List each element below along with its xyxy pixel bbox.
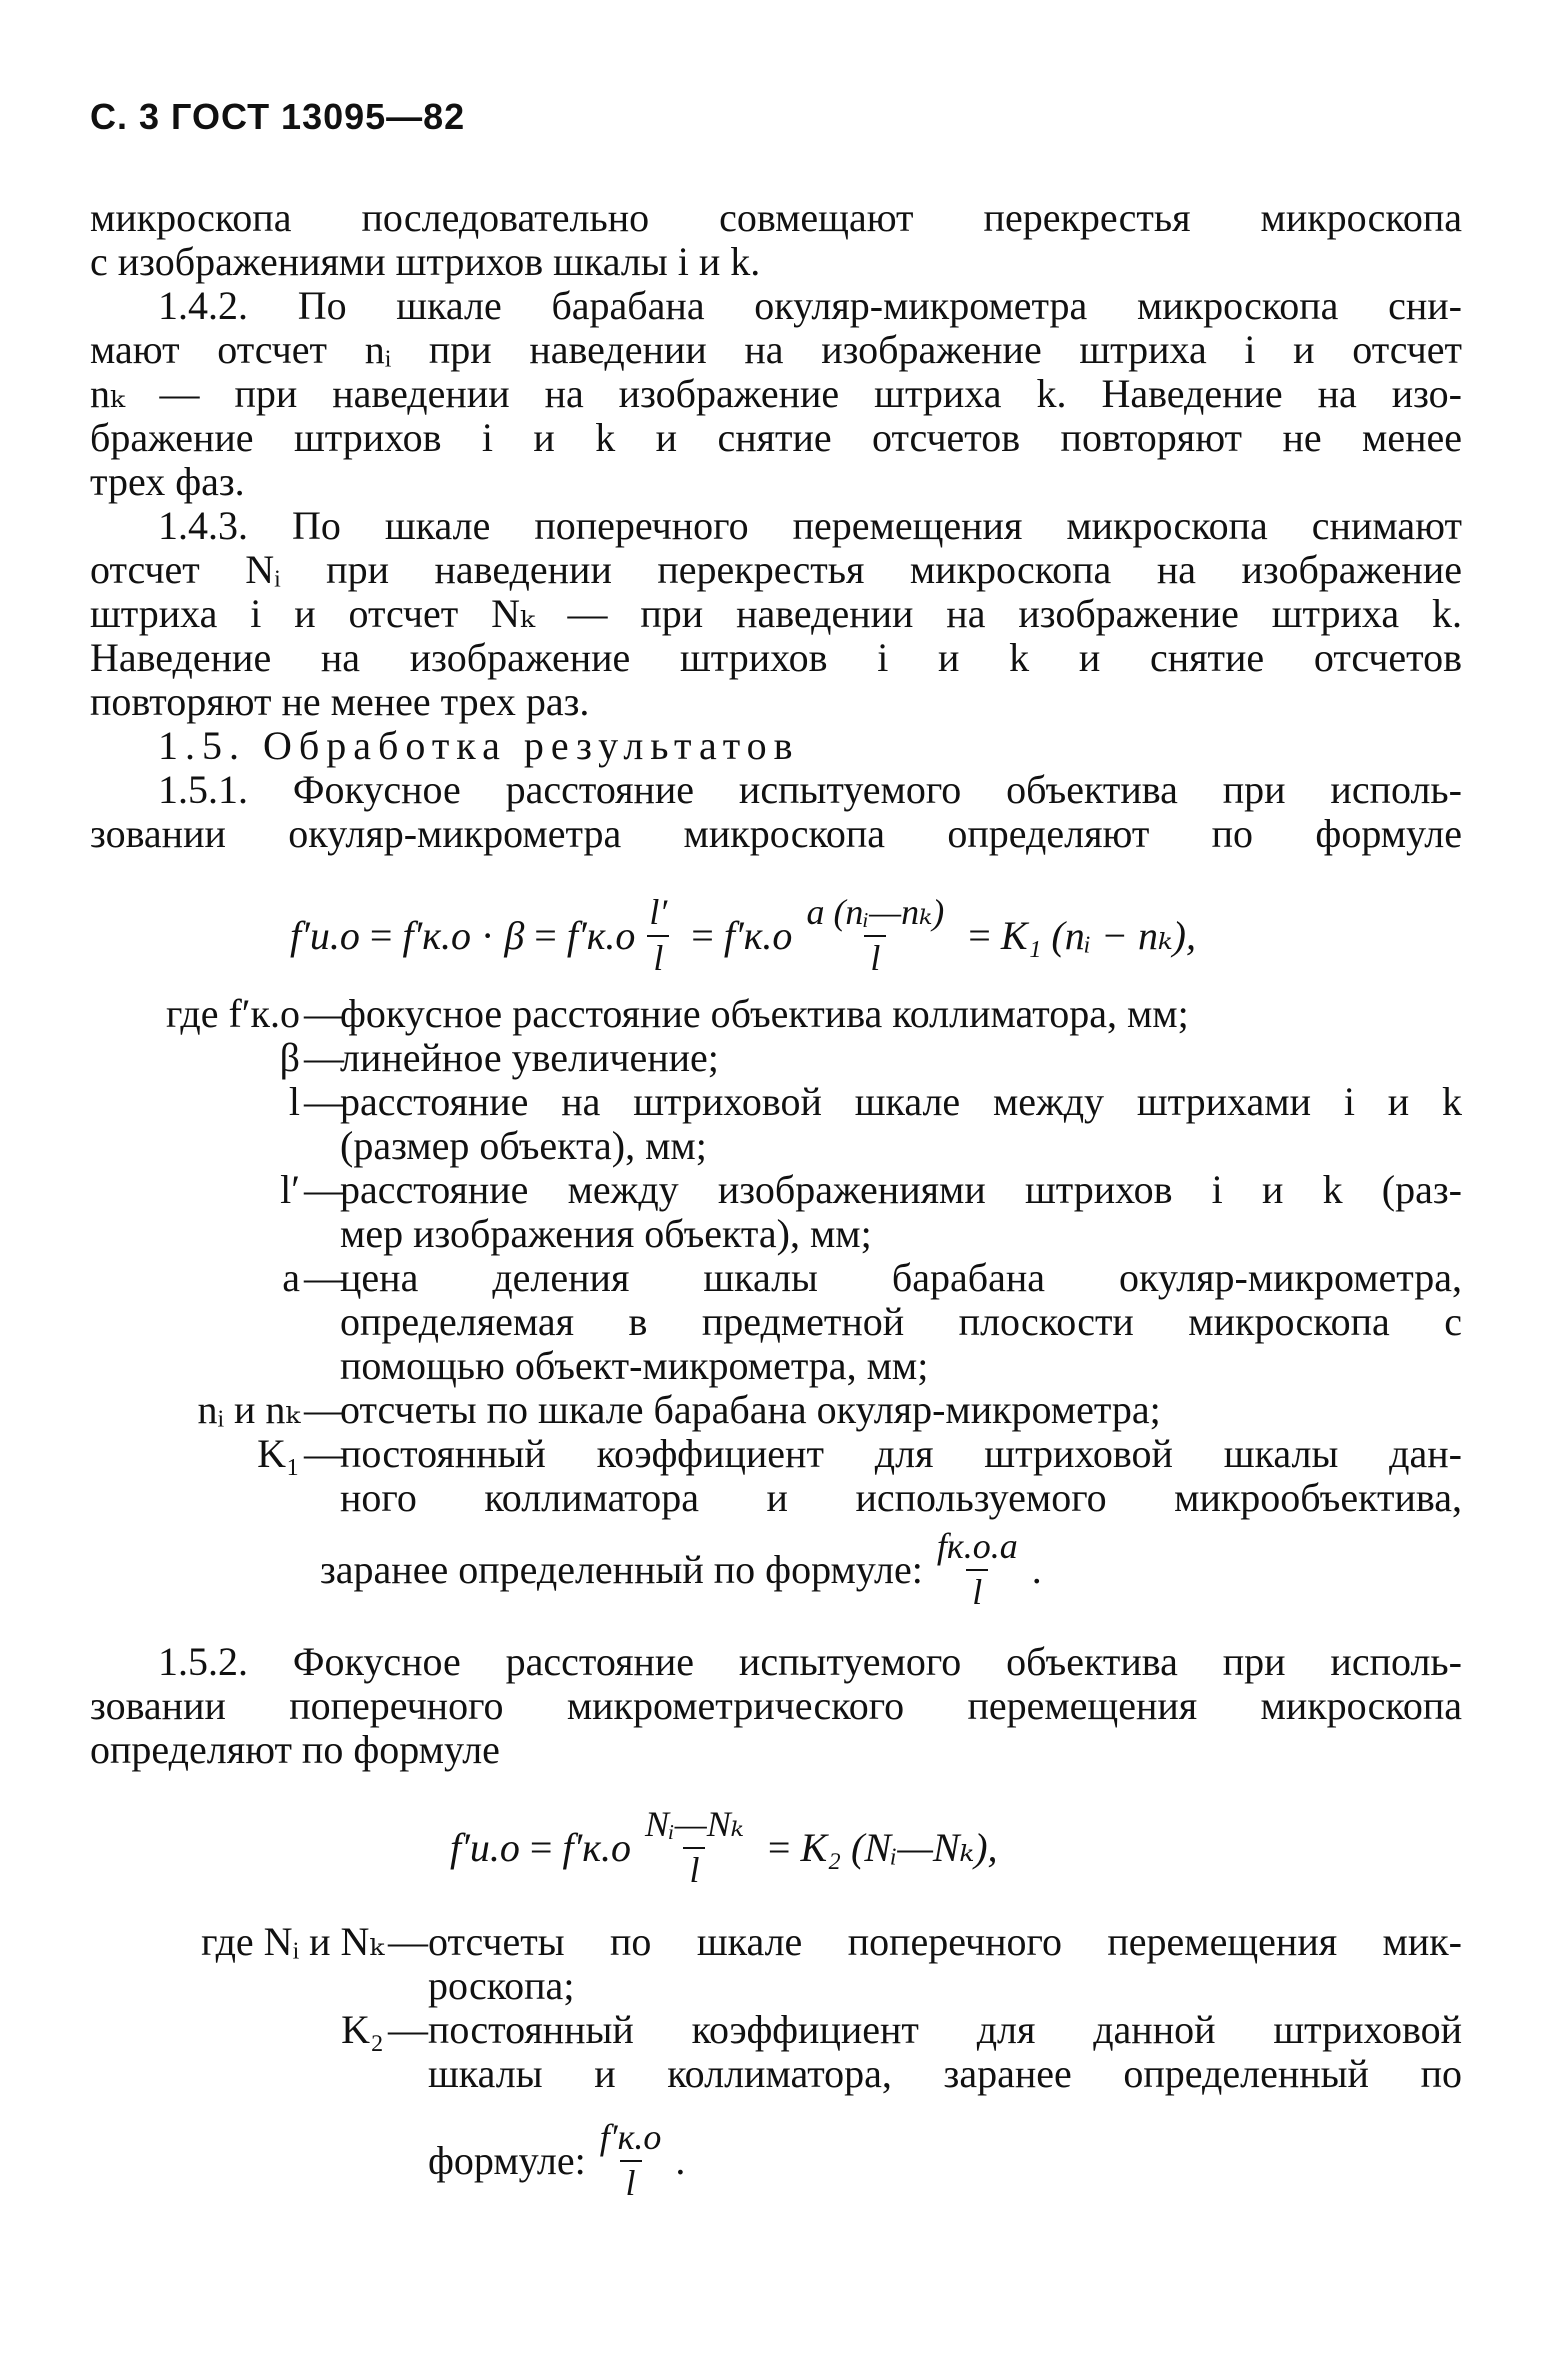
text-line: трех фаз.	[90, 459, 245, 504]
section-heading: 1.5. Обработка результатов	[158, 723, 800, 768]
k1-formula: заранее определенный по формуле: $\frac{fк.о.а}{l}$ .	[320, 1526, 1042, 1612]
fraction: $\frac{\text{Nᵢ—Nₖ}}{l}$	[645, 1804, 744, 1890]
text-line: бражение штрихов i и k и снятие отсчетов повторяют не менее	[90, 415, 1462, 460]
k2-formula: формуле: $\frac{f'к.о}{l}$ .	[428, 2117, 686, 2203]
dash: —	[304, 991, 344, 1036]
text-line: повторяют не менее трех раз.	[90, 679, 590, 724]
fraction: $\frac{\text{a (nᵢ—nₖ)}}{l}$	[806, 892, 945, 978]
definition-term: где Nᵢ и Nₖ	[201, 1919, 384, 1964]
text-line: с изображениями штрихов шкалы i и k.	[90, 239, 761, 284]
definition-text: линейное увеличение;	[340, 1035, 719, 1080]
formula-prefix: заранее определенный по формуле:	[320, 1546, 923, 1592]
text-line: Наведение на изображение штрихов i и k и снятие отсчетов	[90, 635, 1462, 680]
text-line: зовании поперечного микрометрического перемещения микроскопа	[90, 1683, 1462, 1728]
text-line: 1.5.2. Фокусное расстояние испытуемого объектива при исполь-	[158, 1639, 1462, 1684]
text-line: мают отсчет nᵢ при наведении на изображение штриха i и отсчет	[90, 327, 1462, 372]
fraction: $\frac{l'}{l}$	[643, 891, 673, 979]
definition-text: определяемая в предметной плоскости микроскопа с	[340, 1299, 1462, 1344]
formula-focal-length-2: f′и.о = f′к.о $\frac{\text{Nᵢ—Nₖ}}{l}$ = K₂ (Nᵢ—Nₖ),	[450, 1804, 998, 1890]
formula-term: f′к.о	[723, 912, 793, 958]
text-line: nₖ — при наведении на изображение штриха k. Наведение на изо-	[90, 371, 1462, 416]
formula-term: f′и.о	[450, 1824, 520, 1870]
definition-text: мер изображения объекта), мм;	[340, 1211, 872, 1256]
dash: —	[304, 1387, 344, 1432]
dash: —	[304, 1431, 344, 1476]
text-line: 1.4.2. По шкале барабана окуляр-микрометра микроскопа сни-	[158, 283, 1462, 328]
definition-term: l′	[280, 1167, 300, 1212]
formula-term: f′к.о	[562, 1824, 632, 1870]
fraction: $\frac{fк.о.а}{l}$	[936, 1526, 1018, 1612]
definition-text: помощью объект-микрометра, мм;	[340, 1343, 929, 1388]
definition-text: (размер объекта), мм;	[340, 1123, 707, 1168]
dash: —	[304, 1167, 344, 1212]
definition-text: постоянный коэффициент для штриховой шкалы дан-	[340, 1431, 1462, 1476]
definition-text: отсчеты по шкале барабана окуляр-микрометра;	[340, 1387, 1161, 1432]
text-line: 1.4.3. По шкале поперечного перемещения микроскопа снимают	[158, 503, 1462, 548]
dash: —	[304, 1035, 344, 1080]
dash: —	[388, 2007, 428, 2052]
page-header: С. 3 ГОСТ 13095—82	[90, 96, 466, 137]
formula-term: f′к.о	[402, 912, 472, 958]
formula-term: K₂ (Nᵢ—Nₖ),	[800, 1824, 998, 1870]
definition-text: расстояние на штриховой шкале между штрихами i и k	[340, 1079, 1462, 1124]
formula-prefix: формуле:	[428, 2137, 586, 2183]
definition-text: отсчеты по шкале поперечного перемещения мик-	[428, 1919, 1462, 1964]
text-line: зовании окуляр-микрометра микроскопа определяют по формуле	[90, 811, 1462, 856]
formula-term: f′и.о	[290, 912, 360, 958]
definition-text: цена деления шкалы барабана окуляр-микрометра,	[340, 1255, 1462, 1300]
definition-text: расстояние между изображениями штрихов i и k (раз-	[340, 1167, 1462, 1212]
formula-term: β	[504, 912, 525, 958]
dash: —	[304, 1255, 344, 1300]
text-line: микроскопа последовательно совмещают перекрестья микроскопа	[90, 195, 1462, 240]
text-line: определяют по формуле	[90, 1727, 500, 1772]
definition-text: ного коллиматора и используемого микрообъектива,	[340, 1475, 1462, 1520]
formula-focal-length-1: f′и.о = f′к.о · β = f′к.о $\frac{l'}{l}$ = f′к.о $\frac{\text{a (nᵢ—nₖ)}}{l}$ = K₁ (nᵢ − nₖ),	[290, 892, 1196, 978]
formula-term: f′к.о	[566, 912, 636, 958]
text-line: отсчет Nᵢ при наведении перекрестья микроскопа на изображение	[90, 547, 1462, 592]
dash: —	[388, 1919, 428, 1964]
definition-term: где f′к.о	[165, 991, 300, 1036]
fraction: $\frac{f'к.о}{l}$	[599, 2117, 662, 2203]
definition-term: l	[288, 1079, 300, 1124]
definition-text: роскопа;	[428, 1963, 575, 2008]
definition-term: K₁	[257, 1431, 300, 1476]
definition-term: K₂	[341, 2007, 384, 2052]
formula-term: K₁ (nᵢ − nₖ),	[1000, 912, 1196, 958]
definition-text: шкалы и коллиматора, заранее определенный по	[428, 2051, 1462, 2096]
dash: —	[304, 1079, 344, 1124]
definition-term: nᵢ и nₖ	[197, 1387, 300, 1432]
text-line: 1.5.1. Фокусное расстояние испытуемого объектива при исполь-	[158, 767, 1462, 812]
definition-term: a	[282, 1255, 300, 1300]
definition-text: постоянный коэффициент для данной штриховой	[428, 2007, 1462, 2052]
definition-text: фокусное расстояние объектива коллиматора, мм;	[340, 991, 1189, 1036]
text-line: штриха i и отсчет Nₖ — при наведении на изображение штриха k.	[90, 591, 1462, 636]
definition-term: β	[279, 1035, 300, 1080]
